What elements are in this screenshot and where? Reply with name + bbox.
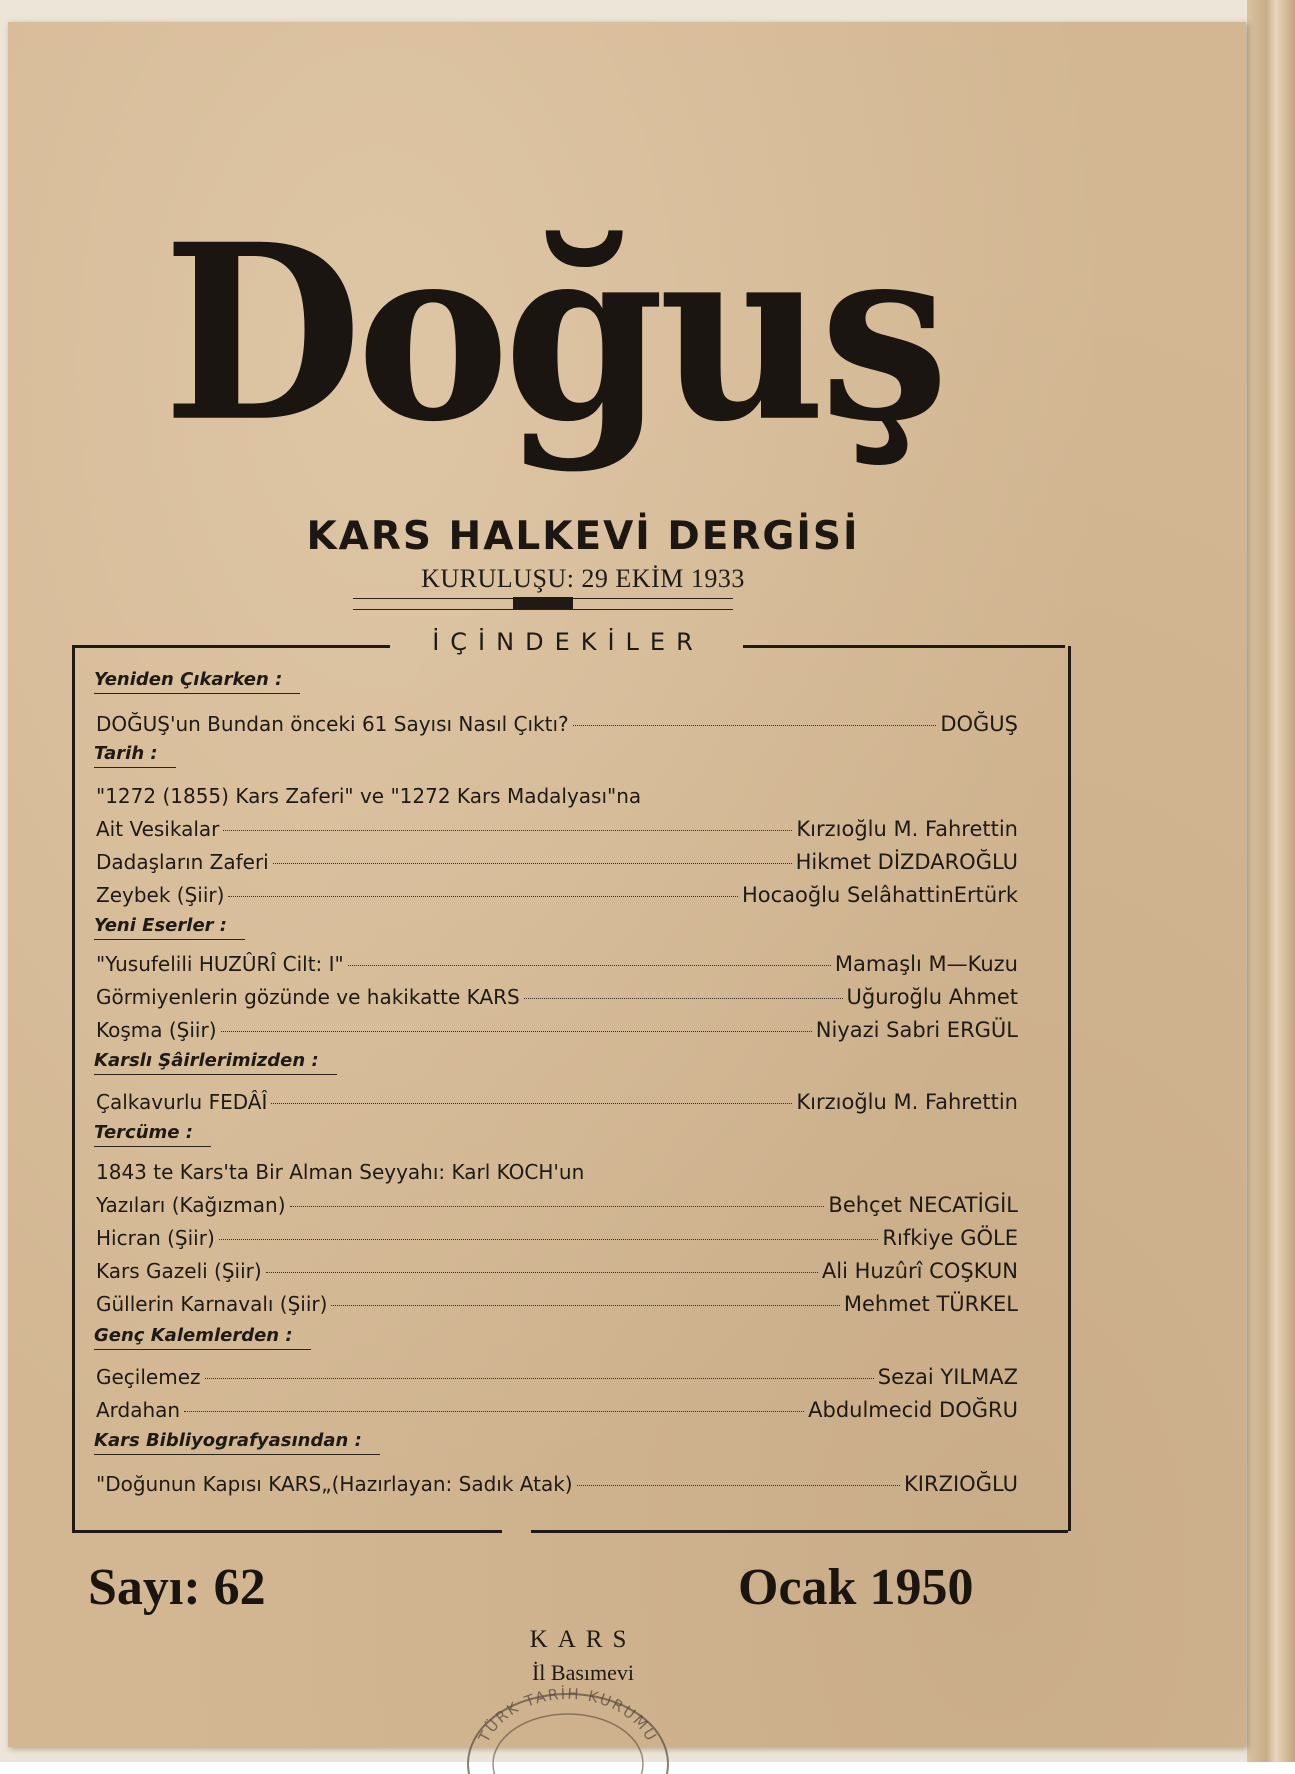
dot-leader (290, 1205, 825, 1207)
toc-entry-author: Niyazi Sabri ERGÜL (815, 1018, 1018, 1042)
toc-entry-title: Kars Gazeli (Şiir) (96, 1259, 262, 1283)
toc-entry[interactable] (96, 712, 1018, 742)
toc-entry-author: Mehmet TÜRKEL (843, 1292, 1018, 1316)
toc-entry-author: DOĞUŞ (940, 712, 1018, 736)
founding-rule-bar (513, 597, 573, 609)
toc-entry-title: Yazıları (Kağızman) (96, 1193, 286, 1217)
stamp-text: TÜRK TARİH KURUMU (474, 1684, 662, 1746)
printer-name: İl Basımevi (531, 1660, 635, 1685)
toc-entry-author: Kırzıoğlu M. Fahrettin (796, 1090, 1018, 1114)
masthead-title: Doğuş (162, 192, 944, 476)
toc-entry-title: Görmiyenlerin gözünde ve hakikatte KARS (96, 985, 520, 1009)
toc-entry-title: Zeybek (Şiir) (96, 883, 225, 907)
toc-entry-author: Kırzıoğlu M. Fahrettin (796, 817, 1018, 841)
issue-date: Ocak 1950 (738, 1559, 974, 1616)
toc-entry[interactable] (96, 985, 1018, 1015)
dot-leader (577, 1484, 900, 1486)
toc-entry-title: Ardahan (96, 1398, 181, 1422)
toc-entry-author: Hocaoğlu SelâhattinErtürk (741, 883, 1018, 907)
toc-entry-author: Mamaşlı M—Kuzu (834, 952, 1018, 976)
toc-entry-title: Güllerin Karnavalı (Şiir) (96, 1292, 328, 1316)
dot-leader (271, 1102, 792, 1104)
toc-entry-author: Abdulmecid DOĞRU (808, 1398, 1018, 1422)
toc-entry-title: DOĞUŞ'un Bundan önceki 61 Sayısı Nasıl Çıktı? (96, 712, 569, 736)
toc-section-title: Genç Kalemlerden : (94, 1325, 311, 1350)
svg-text:TÜRK TARİH KURUMU (474, 1684, 661, 1746)
toc-entry[interactable] (96, 817, 1018, 847)
toc-entry-title: Dadaşların Zaferi (96, 850, 269, 874)
toc-entry[interactable] (96, 952, 1018, 982)
toc-entry[interactable] (96, 1259, 1018, 1289)
toc-section-title: Karslı Şâirlerimizden : (94, 1050, 337, 1075)
toc-entry-title: Hicran (Şiir) (96, 1226, 215, 1250)
dot-leader (331, 1304, 839, 1306)
toc-entry[interactable] (96, 1193, 1018, 1223)
toc-entry[interactable] (96, 1090, 1018, 1120)
dot-leader (573, 724, 937, 726)
toc-entry-title: Koşma (Şiir) (96, 1018, 217, 1042)
library-stamp (453, 1684, 683, 1774)
publication-place: KARS (529, 1626, 637, 1653)
dot-leader (184, 1410, 804, 1412)
toc-entry-title: Ait Vesikalar (96, 817, 220, 841)
toc-entry[interactable] (96, 1160, 796, 1190)
toc-entry-author: Uğuroğlu Ahmet (846, 985, 1018, 1009)
toc-entry[interactable] (96, 1292, 1018, 1322)
toc-entry-author: Behçet NECATİGİL (828, 1193, 1018, 1217)
toc-entry[interactable] (96, 1365, 1018, 1395)
toc-entry-title: 1843 te Kars'ta Bir Alman Seyyahı: Karl KOCH'un (96, 1160, 585, 1184)
dot-leader (219, 1238, 879, 1240)
page-edges (1247, 0, 1295, 1762)
dot-leader (228, 895, 738, 897)
toc-entry[interactable] (96, 784, 796, 814)
issue-number: Sayı: 62 (88, 1559, 266, 1616)
toc-section-title: Tercüme : (94, 1122, 211, 1147)
toc-entry-title: "1272 (1855) Kars Zaferi" ve "1272 Kars Madalyası"na (96, 784, 642, 808)
toc-entry-title: Geçilemez (96, 1365, 201, 1389)
toc-entry-author: Ali Huzûrî COŞKUN (821, 1259, 1018, 1283)
toc-entry[interactable] (96, 850, 1018, 880)
toc-frame-bottom-right (531, 1530, 1068, 1533)
toc-entry[interactable] (96, 883, 1018, 913)
dot-leader (205, 1377, 874, 1379)
toc-entry-author: Hikmet DİZDAROĞLU (795, 850, 1018, 874)
dot-leader (273, 862, 792, 864)
masthead-logo (118, 192, 988, 492)
magazine-subtitle: KARS HALKEVİ DERGİSİ (306, 514, 860, 559)
toc-entry-title: Çalkavurlu FEDÂÎ (96, 1090, 268, 1114)
toc-frame-top-right (743, 645, 1065, 648)
toc-entry-author: KIRZIOĞLU (904, 1472, 1018, 1496)
toc-entry[interactable] (96, 1018, 1018, 1048)
toc-entry-title: "Yusufelili HUZÛRÎ Cilt: I" (96, 952, 344, 976)
toc-heading: İÇİNDEKİLER (432, 628, 704, 656)
toc-entry-author: Rıfkiye GÖLE (882, 1226, 1018, 1250)
dot-leader (348, 964, 831, 966)
dot-leader (221, 1030, 812, 1032)
dot-leader (524, 997, 843, 999)
toc-entry[interactable] (96, 1472, 1018, 1502)
magazine-cover (8, 22, 1246, 1747)
founding-date: KURULUŞU: 29 EKİM 1933 (421, 564, 745, 593)
toc-entry[interactable] (96, 1226, 1018, 1256)
toc-section-title: Kars Bibliyografyasından : (94, 1430, 380, 1455)
toc-frame-bottom-left (72, 1530, 502, 1533)
toc-entry[interactable] (96, 1398, 1018, 1428)
toc-entry-author: Sezai YILMAZ (877, 1365, 1018, 1389)
toc-section-title: Yeniden Çıkarken : (94, 669, 300, 694)
toc-section-title: Tarih : (94, 743, 176, 768)
toc-section-title: Yeni Eserler : (94, 915, 245, 940)
toc-entry-title: "Doğunun Kapısı KARS„(Hazırlayan: Sadık Atak) (96, 1472, 573, 1496)
toc-frame-top-left (72, 645, 390, 648)
dot-leader (266, 1271, 818, 1273)
dot-leader (223, 829, 792, 831)
